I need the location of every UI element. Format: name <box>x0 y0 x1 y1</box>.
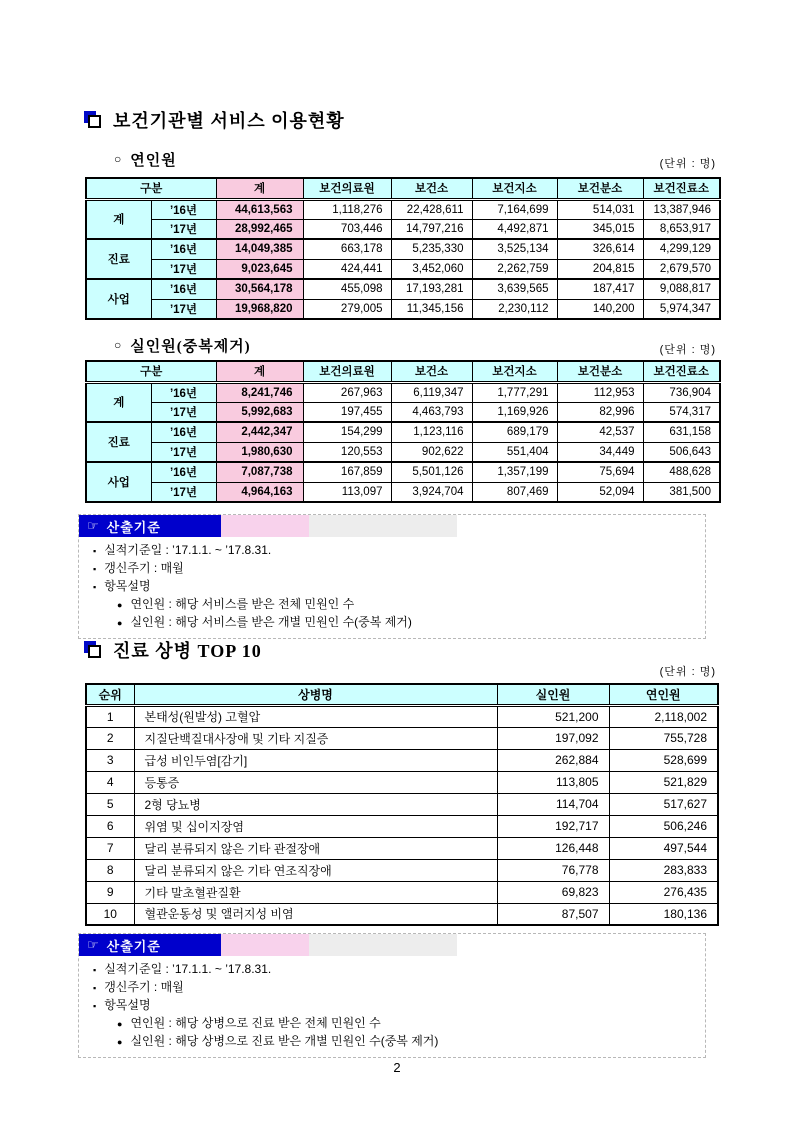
year-cell: ’16년 <box>151 239 216 259</box>
rank-cell: 2 <box>86 727 134 749</box>
value-cell: 17,193,281 <box>391 279 472 299</box>
table-row <box>86 749 718 771</box>
value-cell: 1,118,276 <box>303 199 391 219</box>
col-header: 연인원 <box>609 684 718 705</box>
total-cell: 1,980,630 <box>216 442 303 462</box>
group-label: 계 <box>86 199 151 239</box>
value-cell: 4,463,793 <box>391 402 472 422</box>
square-bullet-icon: ▪ <box>93 983 97 993</box>
value-cell: 488,628 <box>643 462 720 482</box>
col-header: 보건소 <box>391 361 472 382</box>
value-cell: 7,164,699 <box>472 199 557 219</box>
value-cell: 140,200 <box>557 299 643 319</box>
total-cell: 5,992,683 <box>216 402 303 422</box>
criteria-item <box>93 560 701 578</box>
disease-name-cell: 지질단백질대사장애 및 기타 지질증 <box>134 727 497 749</box>
table-row <box>86 462 720 482</box>
pointing-hand-icon: ☞ <box>87 518 100 533</box>
value-cell: 5,501,126 <box>391 462 472 482</box>
rank-cell: 9 <box>86 881 134 903</box>
group-label: 사업 <box>86 279 151 319</box>
table-row <box>86 705 718 727</box>
value-cell: 345,015 <box>557 219 643 239</box>
value-cell: 6,119,347 <box>391 382 472 402</box>
col-header: 구분 <box>86 178 216 199</box>
criteria-badge-label: 산출기준 <box>106 938 161 954</box>
value-cell: 2,230,112 <box>472 299 557 319</box>
silinwon-cell: 69,823 <box>497 881 609 903</box>
subsection-yeoninwon-label: 연인원 <box>130 153 177 169</box>
criteria-item <box>93 578 701 596</box>
dot-bullet-icon: ● <box>117 1037 123 1047</box>
col-header: 구분 <box>86 361 216 382</box>
disease-name-cell: 급성 비인두염[감기] <box>134 749 497 771</box>
value-cell: 167,859 <box>303 462 391 482</box>
col-header: 계 <box>216 178 303 199</box>
yeoninwon-cell: 283,833 <box>609 859 718 881</box>
dot-bullet-icon: ● <box>117 1019 123 1029</box>
value-cell: 197,455 <box>303 402 391 422</box>
silinwon-cell: 521,200 <box>497 705 609 727</box>
value-cell: 3,924,704 <box>391 482 472 502</box>
value-cell: 2,679,570 <box>643 259 720 279</box>
value-cell: 506,643 <box>643 442 720 462</box>
year-cell: ’16년 <box>151 279 216 299</box>
value-cell: 3,639,565 <box>472 279 557 299</box>
unit-label-2: (단위 : 명) <box>659 344 716 356</box>
criteria-subitem-text: 연인원 : 해당 상병으로 진료 받은 전체 민원인 수 <box>130 1016 381 1030</box>
value-cell: 1,123,116 <box>391 422 472 442</box>
section-marker-icon <box>84 111 104 130</box>
section2-title <box>84 637 262 663</box>
yeoninwon-cell: 497,544 <box>609 837 718 859</box>
rank-cell: 1 <box>86 705 134 727</box>
value-cell: 5,974,347 <box>643 299 720 319</box>
yeoninwon-cell: 521,829 <box>609 771 718 793</box>
value-cell: 736,904 <box>643 382 720 402</box>
yeoninwon-table <box>85 177 721 320</box>
year-cell: ’17년 <box>151 299 216 319</box>
silinwon-cell: 114,704 <box>497 793 609 815</box>
value-cell: 267,963 <box>303 382 391 402</box>
section2-title-text: 진료 상병 TOP 10 <box>113 641 262 661</box>
total-cell: 4,964,163 <box>216 482 303 502</box>
rank-cell: 5 <box>86 793 134 815</box>
year-cell: ’17년 <box>151 259 216 279</box>
value-cell: 424,441 <box>303 259 391 279</box>
disease-name-cell: 달리 분류되지 않은 기타 관절장애 <box>134 837 497 859</box>
yeoninwon-cell: 517,627 <box>609 793 718 815</box>
group-label: 사업 <box>86 462 151 502</box>
table-row <box>86 199 720 219</box>
total-cell: 8,241,746 <box>216 382 303 402</box>
table-row <box>86 859 718 881</box>
col-header: 보건지소 <box>472 361 557 382</box>
disease-name-cell: 등통증 <box>134 771 497 793</box>
badge-pink-segment <box>221 934 309 956</box>
value-cell: 689,179 <box>472 422 557 442</box>
criteria-subitem-text: 실인원 : 해당 서비스를 받은 개별 민원인 수(중복 제거) <box>130 615 412 629</box>
value-cell: 807,469 <box>472 482 557 502</box>
col-header: 보건의료원 <box>303 178 391 199</box>
value-cell: 42,537 <box>557 422 643 442</box>
criteria-badge <box>79 515 221 537</box>
criteria-item <box>93 961 701 979</box>
value-cell: 22,428,611 <box>391 199 472 219</box>
square-bullet-icon: ▪ <box>93 965 97 975</box>
table-row <box>86 881 718 903</box>
year-cell: ’16년 <box>151 462 216 482</box>
value-cell: 11,345,156 <box>391 299 472 319</box>
section1-title-text: 보건기관별 서비스 이용현황 <box>113 111 345 131</box>
value-cell: 3,525,134 <box>472 239 557 259</box>
col-header: 보건소 <box>391 178 472 199</box>
disease-name-cell: 위염 및 십이지장염 <box>134 815 497 837</box>
silinwon-cell: 197,092 <box>497 727 609 749</box>
table-row <box>86 837 718 859</box>
total-cell: 19,968,820 <box>216 299 303 319</box>
value-cell: 631,158 <box>643 422 720 442</box>
value-cell: 326,614 <box>557 239 643 259</box>
value-cell: 381,500 <box>643 482 720 502</box>
table-row <box>86 382 720 402</box>
value-cell: 574,317 <box>643 402 720 422</box>
silinwon-cell: 262,884 <box>497 749 609 771</box>
yeoninwon-cell: 506,246 <box>609 815 718 837</box>
table-row <box>86 815 718 837</box>
section1-title <box>84 107 345 133</box>
value-cell: 1,169,926 <box>472 402 557 422</box>
col-header: 보건분소 <box>557 178 643 199</box>
value-cell: 204,815 <box>557 259 643 279</box>
table-header-row <box>86 684 718 705</box>
square-bullet-icon: ▪ <box>93 582 97 592</box>
col-header: 상병명 <box>134 684 497 705</box>
silinwon-cell: 76,778 <box>497 859 609 881</box>
col-header: 계 <box>216 361 303 382</box>
criteria-item-text: 갱신주기 : 매월 <box>104 561 184 575</box>
criteria-item-text: 실적기준일 : ’17.1.1. ~ ’17.8.31. <box>104 962 272 976</box>
col-header: 실인원 <box>497 684 609 705</box>
table-header-row <box>86 178 720 199</box>
criteria-badge-row <box>79 934 705 956</box>
value-cell: 551,404 <box>472 442 557 462</box>
table-row <box>86 793 718 815</box>
value-cell: 4,492,871 <box>472 219 557 239</box>
value-cell: 902,622 <box>391 442 472 462</box>
total-cell: 9,023,645 <box>216 259 303 279</box>
value-cell: 120,553 <box>303 442 391 462</box>
top10-disease-table <box>85 683 719 926</box>
value-cell: 82,996 <box>557 402 643 422</box>
value-cell: 14,797,216 <box>391 219 472 239</box>
criteria-badge <box>79 934 221 956</box>
section-marker-icon <box>84 641 104 660</box>
calc-criteria-block-2 <box>78 933 706 1058</box>
silinwon-table <box>85 360 721 503</box>
page-number: 2 <box>393 1060 401 1075</box>
rank-cell: 6 <box>86 815 134 837</box>
year-cell: ’16년 <box>151 199 216 219</box>
yeoninwon-cell: 180,136 <box>609 903 718 925</box>
disease-name-cell: 달리 분류되지 않은 기타 연조직장애 <box>134 859 497 881</box>
value-cell: 4,299,129 <box>643 239 720 259</box>
value-cell: 663,178 <box>303 239 391 259</box>
table-row <box>86 239 720 259</box>
square-bullet-icon: ▪ <box>93 564 97 574</box>
year-cell: ’17년 <box>151 219 216 239</box>
disease-name-cell: 혈관운동성 및 앨러지성 비염 <box>134 903 497 925</box>
table-row <box>86 279 720 299</box>
table-row <box>86 771 718 793</box>
col-header: 보건진료소 <box>643 178 720 199</box>
rank-cell: 3 <box>86 749 134 771</box>
criteria-badge-row <box>79 515 705 537</box>
subsection-silinwon-label: 실인원(중복제거) <box>130 339 251 355</box>
table-row <box>86 402 720 422</box>
col-header: 순위 <box>86 684 134 705</box>
unit-label-1: (단위 : 명) <box>659 158 716 170</box>
value-cell: 34,449 <box>557 442 643 462</box>
criteria-item-text: 실적기준일 : ’17.1.1. ~ ’17.8.31. <box>104 543 272 557</box>
criteria-item-text: 갱신주기 : 매월 <box>104 980 184 994</box>
square-bullet-icon: ▪ <box>93 546 97 556</box>
yeoninwon-cell: 276,435 <box>609 881 718 903</box>
value-cell: 3,452,060 <box>391 259 472 279</box>
year-cell: ’17년 <box>151 402 216 422</box>
circle-bullet-icon: ○ <box>114 338 123 352</box>
total-cell: 14,049,385 <box>216 239 303 259</box>
table-row <box>86 422 720 442</box>
value-cell: 154,299 <box>303 422 391 442</box>
pointing-hand-icon: ☞ <box>87 937 100 952</box>
badge-gray-segment <box>309 515 457 537</box>
year-cell: ’17년 <box>151 442 216 462</box>
value-cell: 1,357,199 <box>472 462 557 482</box>
value-cell: 514,031 <box>557 199 643 219</box>
table-row <box>86 299 720 319</box>
rank-cell: 4 <box>86 771 134 793</box>
total-cell: 30,564,178 <box>216 279 303 299</box>
value-cell: 52,094 <box>557 482 643 502</box>
circle-bullet-icon: ○ <box>114 152 123 166</box>
criteria-bullet-list <box>79 956 705 1057</box>
table-header-row <box>86 361 720 382</box>
criteria-bullet-list <box>79 537 705 638</box>
disease-name-cell: 본태성(원발성) 고혈압 <box>134 705 497 727</box>
rank-cell: 7 <box>86 837 134 859</box>
total-cell: 2,442,347 <box>216 422 303 442</box>
yeoninwon-cell: 755,728 <box>609 727 718 749</box>
group-label: 계 <box>86 382 151 422</box>
silinwon-cell: 192,717 <box>497 815 609 837</box>
rank-cell: 8 <box>86 859 134 881</box>
total-cell: 28,992,465 <box>216 219 303 239</box>
group-label: 진료 <box>86 239 151 279</box>
criteria-item <box>93 997 701 1015</box>
unit-label-3: (단위 : 명) <box>659 666 716 678</box>
subsection-silinwon-title <box>114 335 251 356</box>
criteria-subitem <box>93 614 701 632</box>
value-cell: 9,088,817 <box>643 279 720 299</box>
year-cell: ’16년 <box>151 382 216 402</box>
calc-criteria-block-1 <box>78 514 706 639</box>
year-cell: ’16년 <box>151 422 216 442</box>
criteria-item <box>93 542 701 560</box>
rank-cell: 10 <box>86 903 134 925</box>
value-cell: 113,097 <box>303 482 391 502</box>
value-cell: 13,387,946 <box>643 199 720 219</box>
table-row <box>86 482 720 502</box>
total-cell: 44,613,563 <box>216 199 303 219</box>
disease-name-cell: 기타 말초혈관질환 <box>134 881 497 903</box>
criteria-subitem <box>93 596 701 614</box>
total-cell: 7,087,738 <box>216 462 303 482</box>
col-header: 보건진료소 <box>643 361 720 382</box>
square-bullet-icon: ▪ <box>93 1001 97 1011</box>
table-row <box>86 727 718 749</box>
value-cell: 75,694 <box>557 462 643 482</box>
criteria-badge-label: 산출기준 <box>106 519 161 535</box>
badge-gray-segment <box>309 934 457 956</box>
criteria-item-text: 항목설명 <box>104 998 151 1012</box>
year-cell: ’17년 <box>151 482 216 502</box>
table-row <box>86 259 720 279</box>
col-header: 보건지소 <box>472 178 557 199</box>
disease-name-cell: 2형 당뇨병 <box>134 793 497 815</box>
subsection-yeoninwon-title <box>114 149 177 170</box>
col-header: 보건의료원 <box>303 361 391 382</box>
value-cell: 279,005 <box>303 299 391 319</box>
criteria-item-text: 항목설명 <box>104 579 151 593</box>
criteria-subitem-text: 실인원 : 해당 상병으로 진료 받은 개별 민원인 수(중복 제거) <box>130 1034 439 1048</box>
value-cell: 112,953 <box>557 382 643 402</box>
silinwon-cell: 87,507 <box>497 903 609 925</box>
value-cell: 703,446 <box>303 219 391 239</box>
group-label: 진료 <box>86 422 151 462</box>
criteria-item <box>93 979 701 997</box>
yeoninwon-cell: 528,699 <box>609 749 718 771</box>
dot-bullet-icon: ● <box>117 600 123 610</box>
value-cell: 1,777,291 <box>472 382 557 402</box>
col-header: 보건분소 <box>557 361 643 382</box>
silinwon-cell: 126,448 <box>497 837 609 859</box>
criteria-subitem <box>93 1033 701 1051</box>
value-cell: 187,417 <box>557 279 643 299</box>
value-cell: 8,653,917 <box>643 219 720 239</box>
yeoninwon-cell: 2,118,002 <box>609 705 718 727</box>
badge-pink-segment <box>221 515 309 537</box>
silinwon-cell: 113,805 <box>497 771 609 793</box>
table-row <box>86 219 720 239</box>
dot-bullet-icon: ● <box>117 618 123 628</box>
table-row <box>86 903 718 925</box>
value-cell: 455,098 <box>303 279 391 299</box>
criteria-subitem <box>93 1015 701 1033</box>
value-cell: 2,262,759 <box>472 259 557 279</box>
value-cell: 5,235,330 <box>391 239 472 259</box>
criteria-subitem-text: 연인원 : 해당 서비스를 받은 전체 민원인 수 <box>130 597 355 611</box>
table-row <box>86 442 720 462</box>
